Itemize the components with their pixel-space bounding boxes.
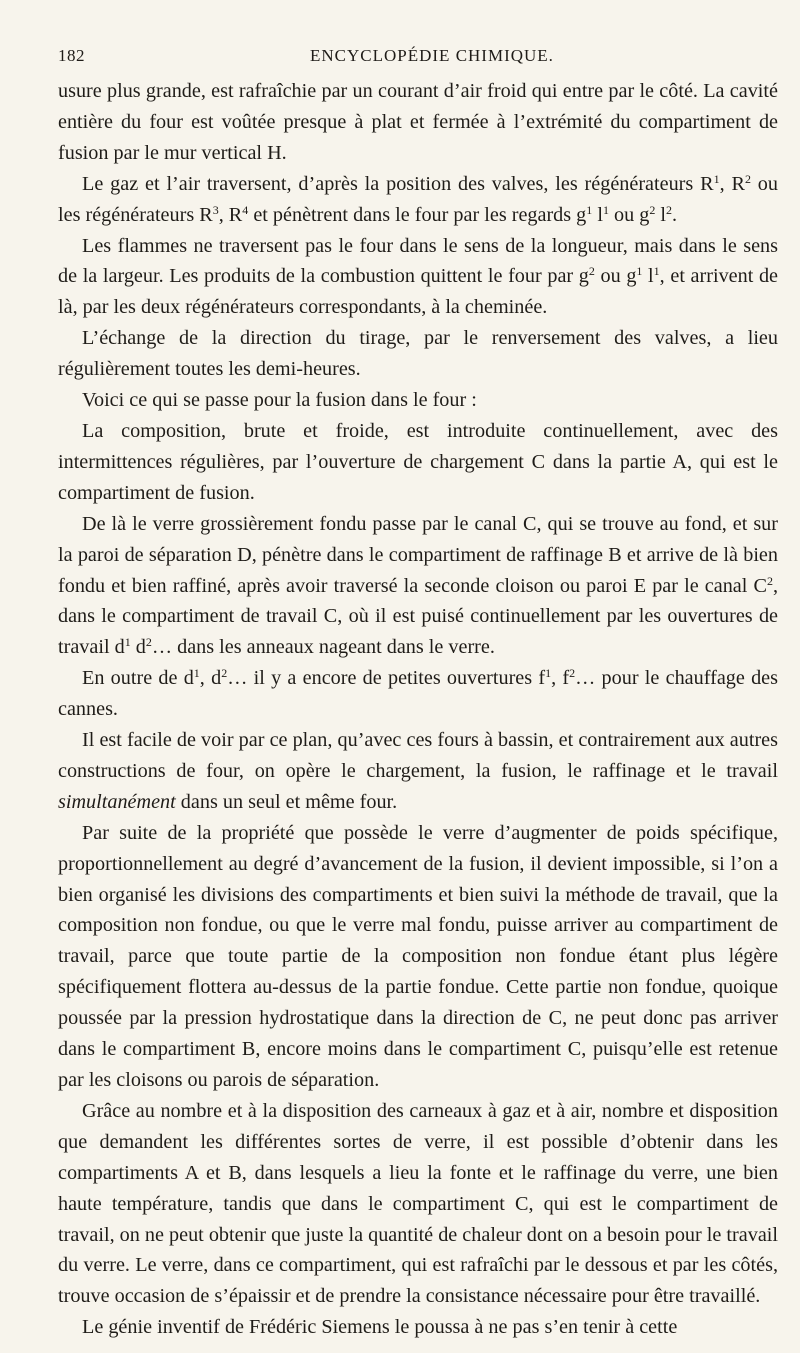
text-run: , R	[218, 203, 243, 226]
text-run: ou g	[594, 265, 637, 288]
superscript: 1	[713, 171, 720, 186]
text-run: En outre de d	[82, 667, 194, 690]
superscript: 2	[766, 573, 773, 588]
page-number: 182	[58, 46, 85, 65]
paragraph	[58, 231, 778, 324]
paragraph	[58, 1096, 778, 1312]
running-title: ENCYCLOPÉDIE CHIMIQUE.	[310, 46, 554, 65]
body-text	[58, 76, 778, 1343]
text-run: … dans les anneaux nageant dans le verre.	[151, 636, 495, 659]
emphasis-text: simultanément	[58, 790, 176, 813]
superscript: 2	[649, 202, 656, 217]
running-head	[58, 40, 778, 76]
text-run: dans un seul et même four.	[175, 790, 398, 813]
text-run: , dans le compartiment de travail C, où il est puisé continuellement par les ouvertures de travail d	[58, 574, 778, 659]
superscript: 1	[193, 666, 200, 681]
text-run: … il y a encore de petites ouvertures f	[227, 667, 546, 690]
text-run: , f	[551, 667, 570, 690]
text-run: usure plus grande, est rafraîchie par un courant d’air froid qui entre par le côté. La cavité entière du four est voûtée presque à plat et fermée à l’extrémité du compartiment de fusion par le mur vertical H.	[58, 80, 778, 164]
superscript: 2	[221, 666, 228, 681]
superscript: 2	[145, 635, 152, 650]
superscript: 1	[602, 202, 609, 217]
text-run: d	[130, 636, 146, 659]
text-run: Grâce au nombre et à la disposition des carneaux à gaz et à air, nombre et disposition que demandent les différentes sortes de verre, il est possible d’obtenir dans les compartiments A et B, dans lesquels a lieu la fonte et le raffinage du verre, une bien haute température, tandis que dans le compartiment C, qui est le compartiment de travail, on ne peut obtenir que juste la quantité de chaleur dont on a besoin pour le travail du verre. Le verre, dans ce compartiment, qui est rafraîchi par le dessous et par les côtés, trouve occasion de s’épaissir et de prendre la consistance nécessaire pour être travaillé.	[58, 1099, 778, 1308]
text-run: ou les régénérateurs R	[58, 172, 778, 226]
text-run: et pénètrent dans le four par les regards g	[248, 203, 587, 226]
text-run: … pour le chauffage des cannes.	[58, 667, 778, 721]
paragraph	[58, 385, 778, 416]
superscript: 2	[665, 202, 672, 217]
text-run: Voici ce qui se passe pour la fusion dans le four :	[82, 389, 477, 412]
text-run: , d	[199, 667, 222, 690]
text-run: l	[642, 265, 654, 288]
superscript: 1	[653, 264, 660, 279]
superscript: 2	[569, 666, 576, 681]
paragraph	[58, 818, 778, 1096]
superscript: 1	[124, 635, 131, 650]
superscript: 1	[636, 264, 643, 279]
superscript: 3	[212, 202, 219, 217]
text-run: Par suite de la propriété que possède le verre d’augmenter de poids spécifique, proportionnellement au degré d’avancement de la fusion, il devient impossible, si l’on a bien organisé les divisions des compartiments et bien suivi la méthode de travail, que la composition non fondue, ou que le verre mal fondu, puisse arriver au compartiment de travail, parce que toute partie de la composition non fondue étant plus légère spécifiquement flottera au-dessus de la partie fondue. Cette partie non fondue, quoique poussée par la pression hydrostatique dans la direction de C, ne peut donc pas arriver dans le compartiment B, encore moins dans le compartiment C, puisqu’elle est retenue par les cloisons ou parois de séparation.	[58, 821, 778, 1091]
text-run: Le gaz et l’air traversent, d’après la position des valves, les régénérateurs R	[82, 172, 714, 195]
text-run: , R	[719, 172, 745, 195]
paragraph	[58, 76, 778, 169]
superscript: 2	[744, 171, 751, 186]
superscript: 4	[242, 202, 249, 217]
text-run: , et arrivent de là, par les deux régénérateurs correspondants, à la cheminée.	[58, 265, 779, 319]
paragraph	[58, 1312, 778, 1343]
paragraph	[58, 663, 778, 725]
text-run: Le génie inventif de Frédéric Siemens le poussa à ne pas s’en tenir à cette	[82, 1316, 678, 1339]
paragraph	[58, 509, 778, 664]
text-run: La composition, brute et froide, est introduite continuellement, avec des intermittences régulières, par l’ouverture de chargement C dans la partie A, qui est le compartiment de fusion.	[58, 419, 778, 504]
text-run: Les flammes ne traversent pas le four dans le sens de la longueur, mais dans le sens de la largeur. Les produits de la combustion quittent le four par g	[58, 234, 778, 288]
paragraph	[58, 416, 778, 509]
text-run: l	[592, 203, 603, 226]
superscript: 1	[586, 202, 593, 217]
text-run: l	[655, 203, 666, 226]
text-run: De là le verre grossièrement fondu passe par le canal C, qui se trouve au fond, et sur la paroi de séparation D, pénètre dans le compartiment de raffinage B et arrive de là bien fondu et bien raffiné, après avoir traversé la seconde cloison ou paroi E par le canal C	[58, 512, 778, 597]
paragraph	[58, 169, 778, 231]
superscript: 2	[588, 264, 595, 279]
paragraph	[58, 725, 778, 818]
superscript: 1	[545, 666, 552, 681]
text-run: L’échange de la direction du tirage, par le renversement des valves, a lieu régulièrement toutes les demi-heures.	[58, 327, 778, 381]
text-run: .	[671, 203, 678, 226]
text-run: Il est facile de voir par ce plan, qu’avec ces fours à bassin, et contrairement aux autres constructions de four, on opère le chargement, la fusion, le raffinage et le travail	[58, 729, 778, 782]
text-run: ou g	[608, 203, 650, 226]
paragraph	[58, 323, 778, 385]
